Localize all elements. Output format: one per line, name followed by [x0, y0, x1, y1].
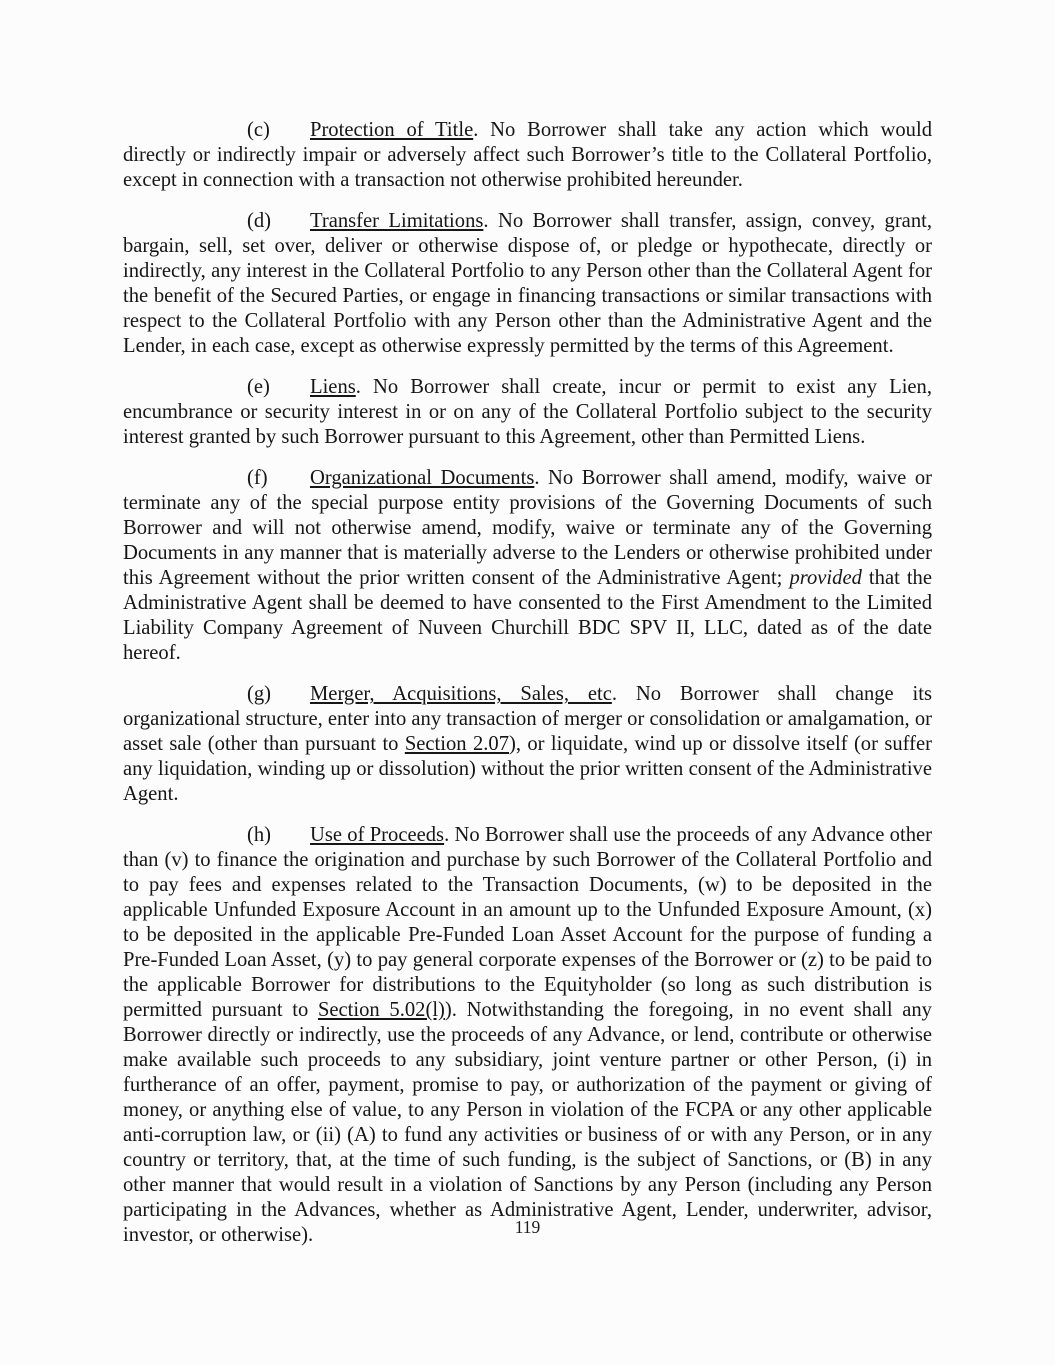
- paragraph-label: (g): [247, 683, 272, 705]
- paragraph-text: . No Borrower shall amend, modify, waive or terminate any of the special purpose entity provisions of the Governing Documents of such Borrower and will not otherwise amend, modify, waive or terminate any of the Governing Documents in any manner that is materially adverse to the Lenders or otherwise prohibited under this Agreement without the prior written consent of the Administrative Agent;: [123, 467, 932, 589]
- section-heading-organizational-documents: Organizational Documents: [310, 467, 535, 489]
- paragraph-d: [123, 209, 932, 359]
- paragraph-label: (h): [247, 824, 272, 846]
- paragraph-e: [123, 375, 932, 450]
- section-heading-liens: Liens: [310, 376, 356, 398]
- paragraph-text: . No Borrower shall create, incur or permit to exist any Lien, encumbrance or security interest in or on any of the Collateral Portfolio subject to the security interest granted by such Borrower pursuant to this Agreement, other than Permitted Liens.: [123, 376, 932, 448]
- paragraph-g: [123, 682, 932, 807]
- section-heading-transfer-limitations: Transfer Limitations: [310, 210, 484, 232]
- paragraph-text: . No Borrower shall change its organizational structure, enter into any transaction of merger or consolidation or amalgamation, or asset sale (other than pursuant to: [123, 683, 933, 755]
- proviso-italic-text: provided: [789, 567, 862, 589]
- paragraph-f: [123, 466, 932, 666]
- paragraph-text: ). Notwithstanding the foregoing, in no event shall any Borrower directly or indirectly, use the proceeds of any Advance, or lend, contribute or otherwise make available such proceeds to any subsidiary, joint venture partner or other Person, (i) in furtherance of an offer, payment, promise to pay, or authorization of the payment or giving of money, or anything else of value, to any Person in violation of the FCPA or any other applicable anti-corruption law, or (ii) (A) to fund any activities or business of or with any Person, or in any country or territory, that, at the time of such funding, is the subject of Sanctions, or (B) in any other manner that would result in a violation of Sanctions by any Person (including any Person participating in the Advances, whether as Administrative Agent, Lender, underwriter, advisor, investor, or otherwise).: [123, 999, 932, 1246]
- paragraph-text: . No Borrower shall take any action which would directly or indirectly impair or adversely affect such Borrower’s title to the Collateral Portfolio, except in connection with a transaction not otherwise prohibited hereunder.: [123, 119, 932, 191]
- paragraph-text: that the Administrative Agent shall be deemed to have consented to the First Amendment to the Limited Liability Company Agreement of Nuveen Churchill BDC SPV II, LLC, dated as of the date hereof.: [123, 567, 932, 664]
- document-body: [123, 118, 932, 1248]
- paragraph-label: (c): [247, 119, 270, 141]
- paragraph-c: [123, 118, 932, 193]
- section-heading-merger-acquisitions-sales: Merger, Acquisitions, Sales, etc: [310, 683, 612, 705]
- paragraph-h: [123, 823, 932, 1248]
- section-5-02-l-reference: Section 5.02(l): [317, 999, 445, 1021]
- paragraph-text: . No Borrower shall transfer, assign, convey, grant, bargain, sell, set over, deliver or otherwise dispose of, or pledge or hypothecate, directly or indirectly, any interest in the Collateral Portfolio to any Person other than the Collateral Agent for the benefit of the Secured Parties, or engage in financing transactions or similar transactions with respect to the Collateral Portfolio with any Person other than the Administrative Agent and the Lender, in each case, except as otherwise expressly permitted by the terms of this Agreement.: [123, 210, 932, 357]
- paragraph-label: (f): [247, 467, 268, 489]
- paragraph-label: (e): [247, 376, 270, 398]
- section-2-07-reference: Section 2.07: [404, 733, 510, 755]
- paragraph-text: . No Borrower shall use the proceeds of any Advance other than (v) to finance the origination and purchase by such Borrower of the Collateral Portfolio and to pay fees and expenses related to the Transaction Documents, (w) to be deposited in the applicable Unfunded Exposure Account in an amount up to the Unfunded Exposure Amount, (x) to be deposited in the applicable Pre-Funded Loan Asset Account for the purpose of funding a Pre-Funded Loan Asset, (y) to pay general corporate expenses of the Borrower or (z) to be paid to the applicable Borrower for distributions to the Equityholder (so long as such distribution is permitted pursuant to: [123, 824, 932, 1021]
- paragraph-label: (d): [247, 210, 272, 232]
- section-heading-protection-of-title: Protection of Title: [310, 119, 474, 141]
- paragraph-text: ), or liquidate, wind up or dissolve itself (or suffer any liquidation, winding up or dissolution) without the prior written consent of the Administrative Agent.: [123, 733, 932, 805]
- section-heading-use-of-proceeds: Use of Proceeds: [310, 824, 445, 846]
- page-number: 119: [514, 1217, 541, 1237]
